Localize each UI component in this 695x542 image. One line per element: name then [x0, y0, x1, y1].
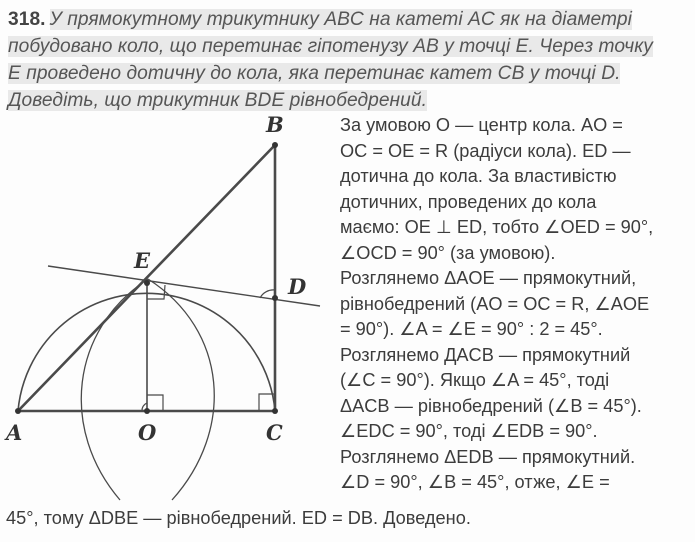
solution-last-line: 45°, тому ΔDBE — рівнобедрений. ED = DB. Доведено. [6, 508, 471, 528]
label-E: E [134, 248, 151, 273]
problem-line-1: 318. У прямокутному трикутнику ABC на катеті AC як на діаметрі [8, 9, 632, 30]
problem-line-4: Доведіть, що трикутник BDE рівнобедрений. [8, 90, 427, 111]
tangent-line [48, 266, 320, 306]
solution-line: За умовою O — центр кола. AO = [340, 115, 623, 135]
construction-arc-right [148, 279, 214, 500]
point-B [272, 142, 278, 148]
solution-line: Розглянемо ΔEDB — прямокутний. [340, 446, 636, 467]
problem-line-2: побудовано коло, що перетинає гіпотенузу AB у точці E. Через точку [8, 36, 653, 57]
solution-line: дотична до кола. За властивістю [340, 166, 617, 186]
label-C: C [266, 420, 283, 445]
solution-line: OC = OE = R (радіуси кола). ED — [340, 140, 631, 161]
right-angle-E [147, 285, 165, 299]
solution-line: ∠EDC = 90°, тоді ∠EDB = 90°. [340, 421, 598, 441]
label-D: D [288, 274, 307, 299]
point-A [15, 408, 21, 414]
point-C [272, 408, 278, 414]
solution-line: (∠C = 90°). Якщо ∠A = 45°, тоді [340, 370, 610, 390]
label-B: B [266, 112, 284, 137]
solution-line: дотичних, проведених до кола [340, 191, 597, 212]
solution-line: ∠D = 90°, ∠B = 45°, отже, ∠E = [340, 472, 610, 492]
problem-number: 318. [8, 9, 46, 30]
point-E [144, 280, 150, 286]
point-O [144, 408, 150, 414]
solution-line: ΔACB — рівнобедрений (∠B = 45°). [340, 395, 642, 416]
solution-line: = 90°). ∠A = ∠E = 90° : 2 = 45°. [340, 319, 603, 339]
solution-line: ∠OCD = 90° (за умовою). [340, 242, 556, 263]
solution-line: маємо: OE ⊥ ED, тобто ∠OED = 90°, [340, 217, 654, 237]
point-D [272, 295, 278, 301]
solution-line: рівнобедрений (AO = OC = R, ∠AOE [340, 293, 650, 314]
label-O: O [138, 420, 157, 445]
solution-line: Розглянемо ΔAOE — прямокутний, [340, 268, 637, 288]
right-angle-O [147, 395, 163, 411]
problem-line-3: E проведено дотичну до кола, яка перетинає катет CB у точці D. [8, 63, 621, 84]
solution-text [340, 113, 692, 496]
geometry-figure [0, 0, 340, 542]
label-A: A [6, 420, 23, 445]
solution-line: Розглянемо ДACB — прямокутний [340, 344, 631, 365]
